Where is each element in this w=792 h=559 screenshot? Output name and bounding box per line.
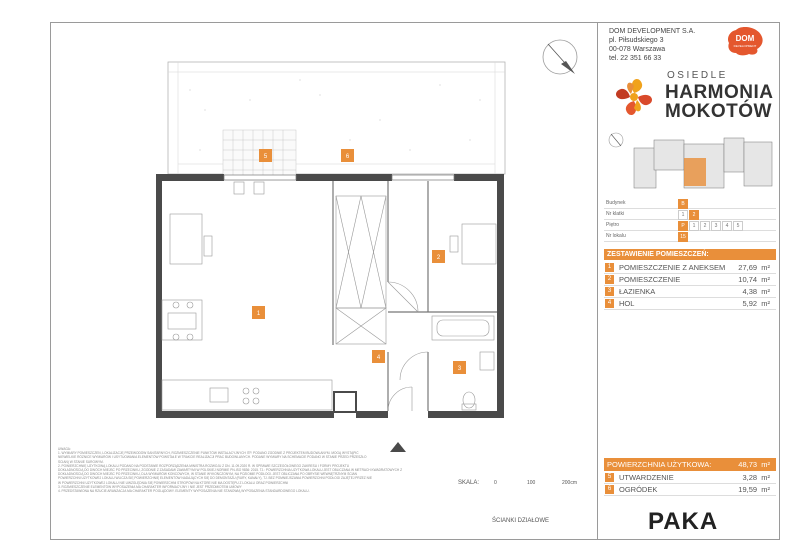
unit-row <box>604 231 776 242</box>
room-area: 5,92 <box>742 299 758 308</box>
floor-cell-active: P <box>678 221 688 231</box>
room-unit: m² <box>761 287 770 296</box>
plan-label-1: 1 <box>256 311 261 317</box>
floor-row <box>604 220 776 231</box>
extra-unit: m² <box>761 473 770 482</box>
usable-area-unit: m² <box>761 460 770 469</box>
note-line: POWIERZCHNI UŻYTKOWEJ LOKALU WLICZA SIĘ POWIERZCHNIĘ ELEMENTÓW NADAJĄCYCH SIĘ DO DEMONTAŻU (RURY, KANAŁY), TJ. BEZ POMNIEJSZANIA POWIERZCHNI PODŁOGI ZAJĘTEJ PRZEZ NIE <box>58 476 372 481</box>
room-row <box>604 262 776 274</box>
stairs-cell: 1 <box>678 210 688 220</box>
extra-row <box>604 472 776 484</box>
company-street: pl. Piłsudskiego 3 <box>609 37 664 44</box>
svg-text:PAKA: PAKA <box>648 508 719 532</box>
stairs-row <box>604 209 776 220</box>
unit-value: 15 <box>678 232 688 242</box>
building-row <box>604 198 776 209</box>
scale-tick-1: 100 <box>527 480 536 486</box>
company-phone: tel. 22 351 66 33 <box>609 55 662 62</box>
company-info <box>609 27 695 63</box>
extra-number: 6 <box>605 485 614 494</box>
notes <box>58 447 433 493</box>
brand-line-2: HARMONIA <box>665 82 774 103</box>
extra-name: UTWARDZENIE <box>619 473 674 482</box>
brand-line-3: MOKOTÓW <box>665 101 772 122</box>
room-unit: m² <box>761 275 770 284</box>
usable-area-bar <box>604 458 776 471</box>
garden-area <box>168 62 505 180</box>
plan-label-3: 3 <box>457 366 462 372</box>
scale-label: SKALA: <box>458 480 480 486</box>
wardrobe <box>336 196 386 344</box>
note-line: NIEWIELKIE RÓŻNICE WYMIARÓW I USYTUOWANIA ELEMENTÓW POWSTAŁE W TRAKCIE REALIZACJI PRAC BUDOWLANYCH. PODANE WYMIARY NA SCHEMACIE PODANO W STANIE PRZED PRZESZŁO <box>58 455 367 460</box>
note-line: 1. WYMIARY POMIESZCZEŃ, LOKALIZACJĘ PRZEWODÓW SANITARNYCH, ROZMIESZCZENIE PUNKTÓW INSTALACYJNYCH ITP. PODANO ZGODNIE Z PROJEKTEM BUDOWLANYM. MOGĄ WYSTĄPIĆ <box>58 451 359 456</box>
room-unit: m² <box>761 299 770 308</box>
floor-cell: 2 <box>700 221 710 231</box>
key-plan <box>604 130 776 192</box>
room-name: ŁAZIENKA <box>619 287 656 296</box>
partition-legend-label: ŚCIANKI DZIAŁOWE <box>492 518 550 524</box>
scale-tick-2: 200cm <box>562 480 578 486</box>
plan-label-6: 6 <box>345 154 350 160</box>
plan-label-5: 5 <box>263 154 268 160</box>
room-area: 10,74 <box>738 275 758 284</box>
extra-area: 19,59 <box>738 485 758 494</box>
extra-unit: m² <box>761 485 770 494</box>
room-row <box>604 298 776 310</box>
note-line: 4. PRZEDSTAWIONA NA RZUCIE ARANŻACJA MA CHARAKTER POGLĄDOWY. ELEMENTY WYPOSAŻENIA NIE STANOWIĄ WYPOSAŻENIA STANDARDOWEGO LOKALU. <box>58 489 310 494</box>
extra-name: OGRÓDEK <box>619 485 658 494</box>
north-arrow-icon <box>543 40 577 74</box>
room-number: 1 <box>605 263 614 272</box>
room-unit: m² <box>761 263 770 272</box>
floor-cell: 1 <box>689 221 699 231</box>
brand-line-1: OSIEDLE <box>667 70 728 81</box>
room-area: 4,38 <box>742 287 758 296</box>
usable-area-label: POWIERZCHNIA UŻYTKOWA: <box>607 460 712 469</box>
floor-cell: 5 <box>733 221 743 231</box>
room-row <box>604 274 776 286</box>
walls <box>156 174 504 418</box>
notes-title: UWAGA: <box>58 447 71 451</box>
svg-text:DEVELOPMENT: DEVELOPMENT <box>733 44 757 48</box>
doors <box>388 282 428 411</box>
room-number: 3 <box>605 287 614 296</box>
floor-label: Piętro <box>606 222 620 228</box>
building-value: B <box>678 199 688 209</box>
note-line: DOKŁADNOŚCIĄ DO DWÓCH MIEJSC PO PRZECINKU, DLA WYMIARÓW KOŃCOWYCH, W STANIE WYKOŃCZONYM, NA POZIOMIE PODŁOGI. JEST OBLICZANA PO OBRYSIE WEWNĘTRZNYM ŚCIAN <box>58 472 357 477</box>
floor-cell: 3 <box>711 221 721 231</box>
note-line: W POWIERZCHNI UŻYTKOWEJ LOKALU NIE UWZGLĘDNIA SIĘ POWIERZCHNI STROPÓW NA KTÓRE NIE MA DOSTĘPU Z LOKALU ORAZ POWIERZCHNI <box>58 480 289 485</box>
flower-logo-icon <box>609 70 659 124</box>
unit-label: Nr lokalu <box>606 233 626 239</box>
room-number: 2 <box>605 275 614 284</box>
room-name: POMIESZCZENIE Z ANEKSEM <box>619 263 726 272</box>
note-line: 2. POWIERZCHNIĘ UŻYTKOWĄ LOKALU PODANO NA PODSTAWIE ROZPORZĄDZENIA MINISTRA ROZWOJU Z DN. 11.09.2020 R. W SPRAWIE SZCZEGÓŁOWEGO ZAKRESU I FORMY PROJEKTU <box>58 463 350 468</box>
room-name: POMIESZCZENIE <box>619 275 681 284</box>
rooms-heading: ZESTAWIENIE POMIESZCZEŃ: <box>604 249 776 260</box>
room-area: 27,69 <box>738 263 758 272</box>
company-name: DOM DEVELOPMENT S.A. <box>609 28 696 35</box>
unit-info-table <box>604 198 776 242</box>
room-name: HOL <box>619 299 635 308</box>
extra-row <box>604 484 776 496</box>
svg-text:DOM: DOM <box>735 34 755 43</box>
extra-area: 3,28 <box>742 473 758 482</box>
plan-label-2: 2 <box>436 255 441 261</box>
estate-logo <box>609 68 779 124</box>
stairs-cell-active: 2 <box>689 210 699 220</box>
plan-label-4: 4 <box>376 355 381 361</box>
note-line: DOKŁADNOŚCIĄ DO DWÓCH MIEJSC PO PRZECINKU, ZGODNIE Z ZASADAMI ZAWARTYMI W POLSKIEJ NORMIE PN-ISO 9836: 2015. TJ.: POWIERZCHNIA UŻYTKOWA LOKALU JEST OBLICZANA W METRACH KWADRATOWYCH Z <box>58 468 403 473</box>
usable-area-value: 48,73 <box>738 460 758 469</box>
room-row <box>604 286 776 298</box>
paka-logo <box>648 508 740 532</box>
room-number: 4 <box>605 299 614 308</box>
partitions <box>333 181 497 411</box>
extra-number: 5 <box>605 473 614 482</box>
note-line: ŚCIAN) W STANIE SUROWYM. <box>58 459 104 464</box>
furniture <box>162 182 496 412</box>
stairs-label: Nr klatki <box>606 211 625 217</box>
floor-cell: 4 <box>722 221 732 231</box>
building-label: Budynek <box>606 200 626 206</box>
scale-tick-0: 0 <box>494 480 497 486</box>
dom-development-logo <box>724 25 766 57</box>
company-city: 00-078 Warszawa <box>609 46 666 53</box>
note-line: 3. ROZMIESZCZENIE ELEMENTÓW WYPOSAŻENIA MA CHARAKTER INFORMACYJNY I NIE JEST PRZEDMIOTEM UMOWY <box>58 484 242 489</box>
